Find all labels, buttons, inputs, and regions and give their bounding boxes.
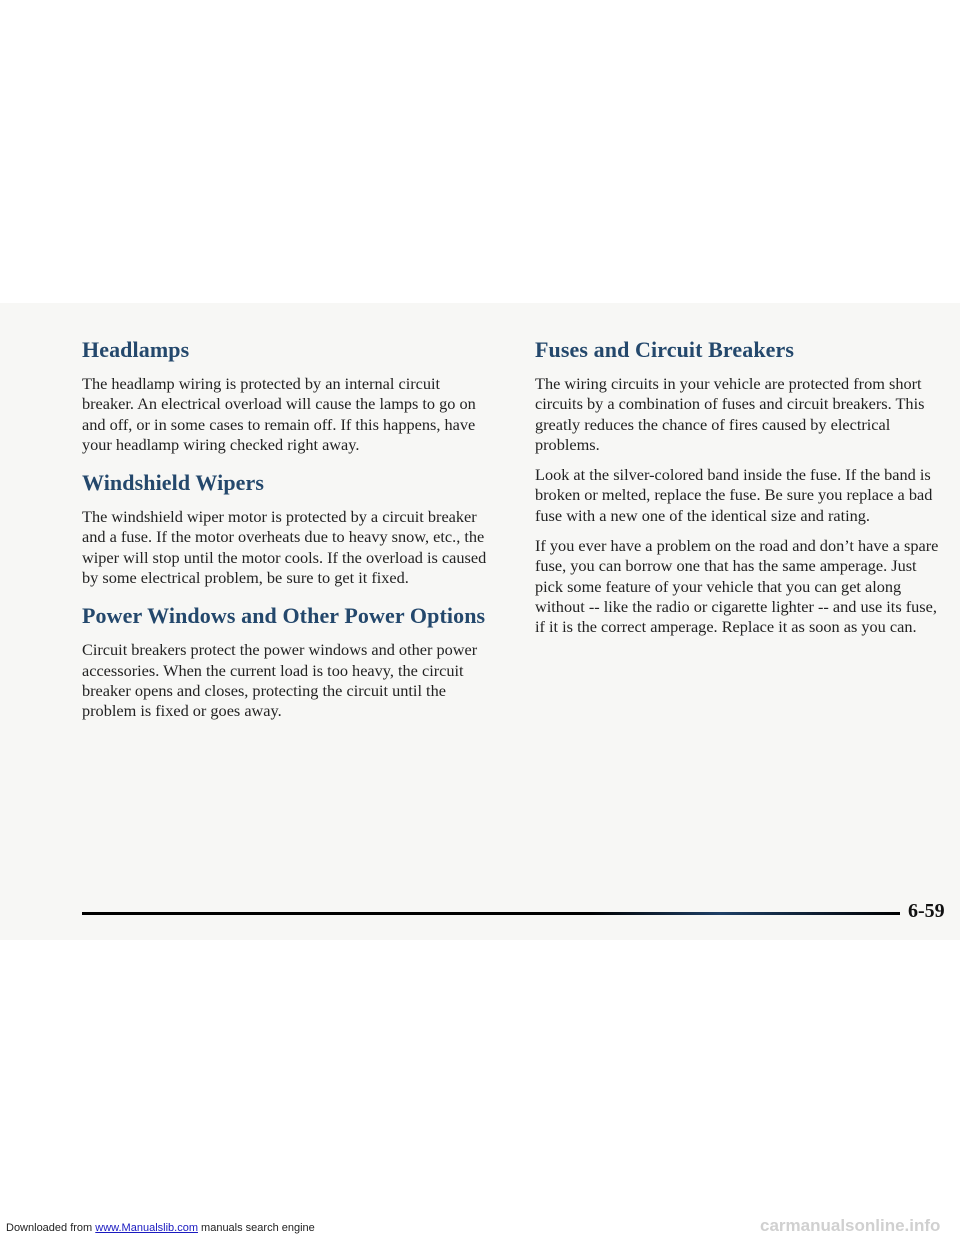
left-column xyxy=(82,336,492,732)
page-number: 6-59 xyxy=(908,900,945,922)
paragraph-power-windows: Circuit breakers protect the power windows and other power accessories. When the current load is too heavy, the circuit breaker opens and closes, protecting the circuit until the problem is fixed or goes away. xyxy=(82,640,478,721)
heading-power-windows: Power Windows and Other Power Options xyxy=(82,603,486,629)
footer-prefix: Downloaded from xyxy=(6,1222,96,1234)
paragraph-headlamps: The headlamp wiring is protected by an internal circuit breaker. An electrical overload will cause the lamps to go on and off, or in some cases to remain off. If this happens, have your headlamp wiring checked right away. xyxy=(82,374,476,454)
footer-suffix: manuals search engine xyxy=(197,1222,315,1234)
paragraph-fuses-1: The wiring circuits in your vehicle are protected from short circuits by a combination of fuses and circuit breakers. This greatly reduces the chance of fires caused by electrical problems. xyxy=(535,374,925,454)
heading-headlamps: Headlamps xyxy=(82,337,190,362)
paragraph-fuses-3: If you ever have a problem on the road and don’t have a spare fuse, you can borrow one that has the same amperage. Just pick some feature of your vehicle that you can get along without -- like the radio or cigarette lighter -- and use its fuse, if it is the correct amperage. Replace it as soon as you can. xyxy=(535,536,939,637)
heading-windshield-wipers: Windshield Wipers xyxy=(82,470,265,496)
page-footer-rule xyxy=(82,912,900,915)
heading-fuses-circuit-breakers: Fuses and Circuit Breakers xyxy=(535,337,795,362)
paragraph-windshield-wipers: The windshield wiper motor is protected by a circuit breaker and a fuse. If the motor overheats due to heavy snow, etc., the wiper will stop until the motor cools. If the overload is caused by some electrical problem, be sure to get it fixed. xyxy=(82,507,487,588)
watermark-text: carmanualsonline.info xyxy=(760,1216,941,1235)
right-column xyxy=(535,336,945,648)
manualslib-link[interactable]: www.Manualslib.com xyxy=(95,1222,198,1234)
paragraph-fuses-2: Look at the silver-colored band inside the fuse. If the band is broken or melted, replace the fuse. Be sure you replace a bad fuse with a new one of the identical size and rating. xyxy=(535,465,933,525)
download-footer xyxy=(6,1222,315,1234)
